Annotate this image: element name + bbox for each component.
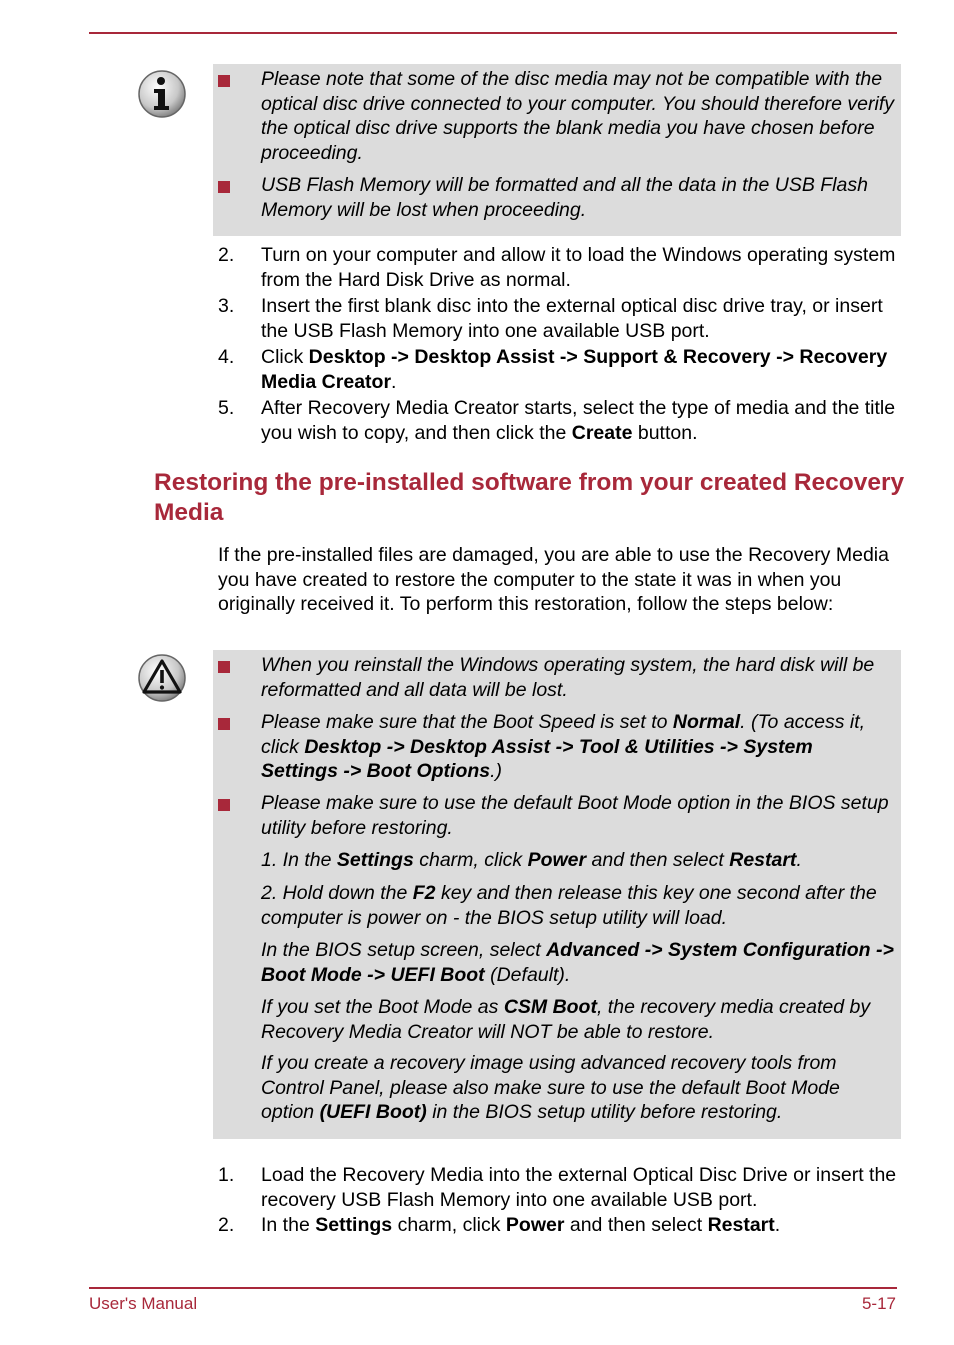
section-intro: If the pre-installed files are damaged, you are able to use the Recovery Media you have created to restore the computer to the state it was in when you originally received it. To perform this restoration, follow the steps below: [218,544,889,615]
step-number: 3. [218,295,235,317]
list-item [218,345,908,395]
bullet-square-icon [218,799,230,811]
note-item [213,653,895,702]
step-number: 1. [218,1164,235,1186]
bullet-square-icon [218,661,230,673]
section-heading: Restoring the pre-installed software from your created Recovery Media [154,469,905,526]
note-text: When you reinstall the Windows operating system, the hard disk will be reformatted and all data will be lost. [261,654,875,701]
note-box-compatibility [213,64,901,236]
note-item [213,67,895,165]
step-text: Turn on your computer and allow it to load the Windows operating system from the Hard Disk Drive as normal. [261,244,896,291]
step-text: Click Desktop -> Desktop Assist -> Support & Recovery -> Recovery Media Creator. [261,346,888,393]
bullet-square-icon [218,181,230,193]
button-name: Create [571,422,633,444]
info-icon [136,68,188,120]
step-number: 5. [218,397,235,419]
step-number: 2. [218,1214,235,1236]
list-item [218,1213,908,1238]
note-subpara: If you create a recovery image using advanced recovery tools from Control Panel, please also make sure to use the default Boot Mode option (UEFI Boot) in the BIOS setup utility before restoring. [261,1052,840,1123]
step-text: Load the Recovery Media into the external Optical Disc Drive or insert the recovery USB Flash Memory into one available USB port. [261,1164,897,1211]
step-number: 2. [218,244,235,266]
step-number: 4. [218,346,235,368]
note-text: Please note that some of the disc media may not be compatible with the optical disc drive connected to your computer. You should therefore verify the optical disc drive supports the blank media you have chosen before proceeding. [261,68,895,164]
step-text: After Recovery Media Creator starts, select the type of media and the title you wish to copy, and then click the Create button. [261,397,896,444]
list-item [218,294,908,344]
step-text: Insert the first blank disc into the external optical disc drive tray, or insert the USB Flash Memory into one available USB port. [261,295,883,342]
footer-rule [89,1287,897,1289]
note-item [213,791,895,840]
note-subpara: 2. Hold down the F2 key and then release this key one second after the computer is power on - the BIOS setup utility will load. [261,882,877,929]
note-subpara: If you set the Boot Mode as CSM Boot, the recovery media created by Recovery Media Creator will NOT be able to restore. [261,996,871,1043]
menu-path: Desktop -> Desktop Assist -> Support & Recovery -> Recovery Media Creator [261,346,888,393]
note-item [213,710,895,784]
note-subpara: 1. In the Settings charm, click Power and then select Restart. [261,849,802,871]
page-number: 5-17 [861,1294,896,1313]
note-text: Please make sure that the Boot Speed is set to Normal. (To access it, click Desktop -> Desktop Assist -> Tool & Utilities -> System Settings -> Boot Options.) [261,711,866,782]
step-text: In the Settings charm, click Power and then select Restart. [261,1214,781,1236]
bullet-square-icon [218,718,230,730]
note-item [213,173,895,222]
header-rule [89,32,897,34]
note-subpara: In the BIOS setup screen, select Advanced -> System Configuration -> Boot Mode -> UEFI Boot (Default). [261,939,894,986]
list-item [218,243,908,293]
list-item [218,1163,908,1213]
list-item [218,396,908,446]
bullet-square-icon [218,75,230,87]
note-text: Please make sure to use the default Boot Mode option in the BIOS setup utility before restoring. [261,792,889,839]
note-box-warnings [213,650,901,1139]
footer-manual-title: User's Manual [89,1294,198,1313]
warning-icon [136,652,188,704]
note-text: USB Flash Memory will be formatted and all the data in the USB Flash Memory will be lost when proceeding. [261,174,868,221]
